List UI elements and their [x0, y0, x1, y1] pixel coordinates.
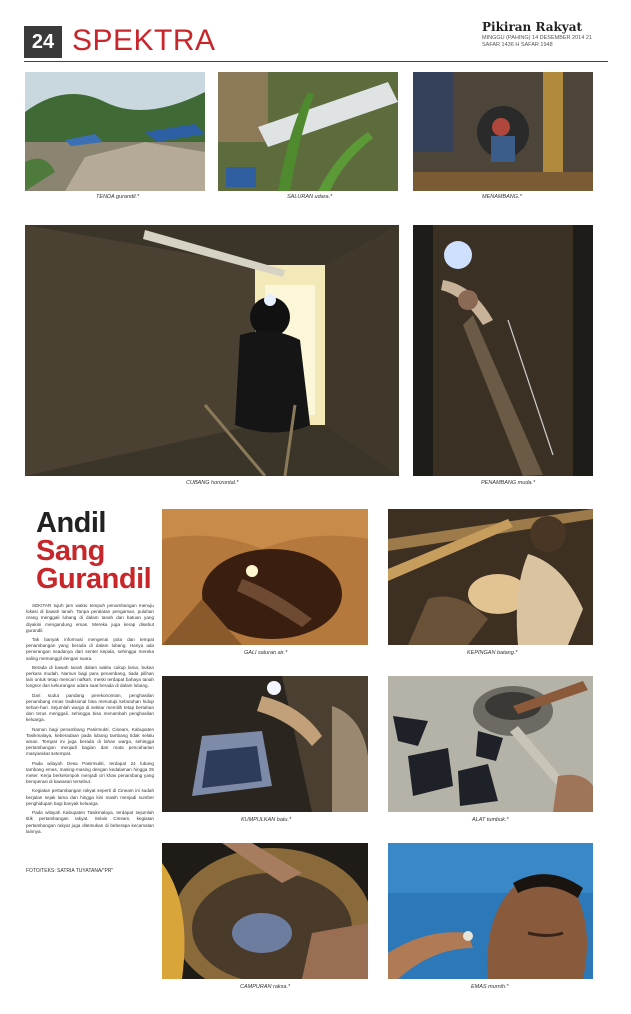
article-paragraph: Tak banyak informasi mengenai pola dan tempat penambangan yang berada di dalam lubang. Hanya ada penerangan seadanya dari senter kepala, sehingga mereka saling memanggil dengan suara. — [26, 637, 154, 661]
section-title: SPEKTRA — [72, 24, 216, 57]
article-paragraph: Pada wilayah Desa Pasirmukti, terdapat 24 lubang tambang emas, masing-masing dengan kedalaman hingga 25 meter. Kerja berkelompok menjadi ciri khas penambang yang beroperasi di kawasan tersebut. — [26, 760, 154, 785]
headline-line-1: Andil — [36, 507, 106, 539]
caption-8: KUMPULKAN batu.* — [241, 817, 292, 823]
caption-11: EMAS murnih.* — [471, 984, 509, 990]
article-paragraph: Dari sudut pandang perekonomian, penghasilan penambang emas tradisional bisa menutupi kebutuhan hidup sehari-hari. Sejumlah warga di sekitar memilih tetap bertahan dan terus menggali, sehingga bisa menambah penghasilan keluarga. — [26, 692, 154, 723]
article-paragraph: Namun bagi penambang Pasirmukti, Cineam, Kabupaten Tasikmalaya, keberadaan pada lubang tambang tidak selalu aman. Tempat ini juga berada di lahan warga, sehingga pertambangan menjadi bagian dari mata pencaharian masyarakat setempat. — [26, 726, 154, 757]
photo-mining-shaft — [413, 72, 593, 191]
article-paragraph: Berada di bawah tanah dalam waktu cukup lama, bukan perkara mudah. Namun bagi para penambang, tiada pilihan lain untuk tetap mencari nafkah, meski terdapat bahaya tanah longsor dan kekurangan udara saat berada di dalam lubang. — [26, 664, 154, 689]
photo-pure-gold — [388, 843, 593, 979]
photo-collect-stones — [162, 676, 368, 812]
photo-credit: FOTO/TEKS: SATRIA TUYATANA/"PR" — [26, 868, 114, 874]
caption-3: MENAMBANG.* — [482, 194, 522, 200]
caption-5: PENAMBANG muda.* — [481, 480, 536, 486]
photo-wooden-beams — [388, 509, 593, 645]
photo-young-miner — [413, 225, 593, 476]
page-number: 24 — [24, 26, 62, 58]
caption-6: GALI saluran air.* — [244, 650, 288, 656]
caption-9: ALAT tumbuk.* — [472, 817, 509, 823]
article-paragraph: Pada wilayah Kabupaten Tasikmalaya, terdapat sejumlah titik pertambangan rakyat. Selain Cineam, kegiatan pertambangan rakyat juga ditemukan di beberapa kecamatan lainnya. — [26, 810, 154, 834]
headline-line-3: Gurandil — [36, 563, 152, 595]
headline-line-2: Sang — [36, 535, 105, 567]
newspaper-name: Pikiran Rakyat — [482, 20, 583, 34]
caption-7: KEPINGAN batang.* — [467, 650, 518, 656]
photo-mercury-mix — [162, 843, 368, 979]
photo-air-pipe — [218, 72, 398, 191]
header-rule — [24, 61, 608, 62]
caption-2: SALURAN udara.* — [287, 194, 333, 200]
dateline: MINGGU (PAHING) 14 DESEMBER 2014 21 SAFAR 1436 H SAFAR 1948 — [482, 35, 592, 48]
photo-tents — [25, 72, 205, 191]
caption-10: CAMPURAN raksa.* — [240, 984, 291, 990]
article-body — [26, 603, 154, 838]
caption-4: CUBANG horizontal.* — [186, 480, 239, 486]
article-paragraph: Kegiatan pertambangan rakyat seperti di Cineam ini sudah berjalan sejak lama dan hingga kini masih menjadi sumber penghidupan bagi banyak keluarga. — [26, 788, 154, 806]
photo-digging-channel — [162, 509, 368, 645]
photo-horizontal-tunnel — [25, 225, 399, 476]
article-paragraph: SEKITAR tujuh jam waktu tempuh penambangan menuju lokasi di bawah tanah. Tanpa peralatan pengaman, puluhan orang menggali lubang di dalam tanah dan batuan yang diyakini mengandung emas. Mereka juga kerap disebut gurandil. — [26, 603, 154, 633]
caption-1: TENDA gurandil.* — [96, 194, 140, 200]
photo-pounding-tool — [388, 676, 593, 812]
